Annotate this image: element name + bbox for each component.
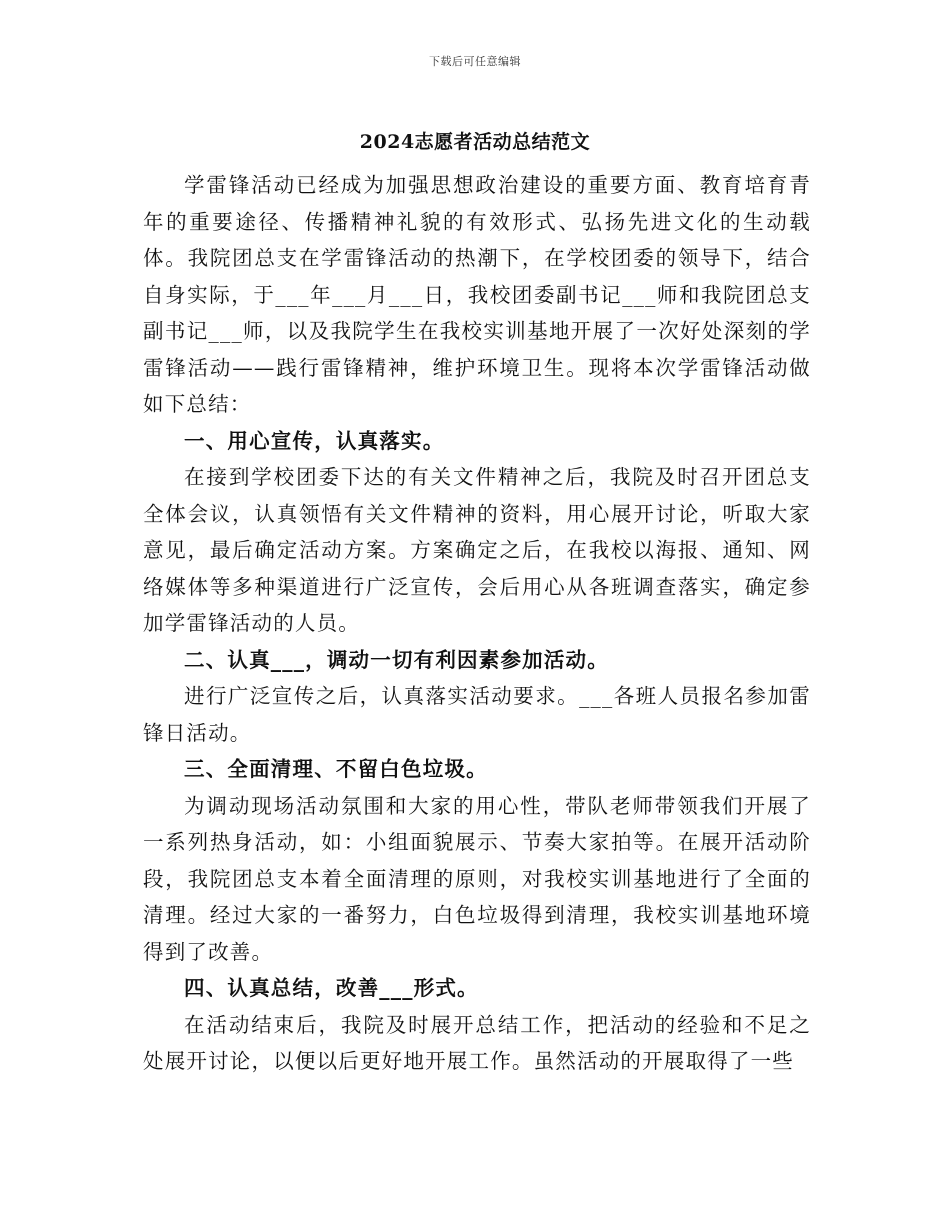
document-body bbox=[143, 167, 811, 1080]
section-heading-1: 一、用心宣传，认真落实。 bbox=[184, 428, 445, 453]
paragraph-section-2: 进行广泛宣传之后，认真落实活动要求。___各班人员报名参加雷锋日活动。 bbox=[143, 684, 811, 745]
paragraph-section-3: 为调动现场活动氛围和大家的用心性，带队老师带领我们开展了一系列热身活动，如：小组面貌展示、节奏大家拍等。在展开活动阶段，我院团总支本着全面清理的原则，对我校实训基地进行了全面的清理。经过大家的一番努力，白色垃圾得到清理，我校实训基地环境得到了改善。 bbox=[143, 793, 811, 964]
document-title: 2024志愿者活动总结范文 bbox=[359, 131, 591, 153]
paragraph-intro: 学雷锋活动已经成为加强思想政治建设的重要方面、教育培育青年的重要途径、传播精神礼貌的有效形式、弘扬先进文化的生动载体。我院团总支在学雷锋活动的热潮下，在学校团委的领导下，结合自身实际，于___年___月___日，我校团委副书记___师和我院团总支副书记___师，以及我院学生在我校实训基地开展了一次好处深刻的学雷锋活动——践行雷锋精神，维护环境卫生。现将本次学雷锋活动做如下总结： bbox=[143, 173, 811, 416]
paragraph-section-4: 在活动结束后，我院及时展开总结工作，把活动的经验和不足之处展开讨论，以便以后更好地开展工作。虽然活动的开展取得了一些 bbox=[143, 1012, 811, 1073]
section-heading-2: 二、认真___，调动一切有利因素参加活动。 bbox=[184, 647, 609, 672]
paragraph-section-1: 在接到学校团委下达的有关文件精神之后，我院及时召开团总支全体会议，认真领悟有关文件精神的资料，用心展开讨论，听取大家意见，最后确定活动方案。方案确定之后，在我校以海报、通知、网络媒体等多种渠道进行广泛宣传，会后用心从各班调查落实，确定参加学雷锋活动的人员。 bbox=[143, 465, 811, 635]
header-note: 下载后可任意编辑 bbox=[429, 55, 521, 68]
section-heading-4: 四、认真总结，改善___形式。 bbox=[184, 976, 479, 1000]
section-heading-3: 三、全面清理、不留白色垃圾。 bbox=[184, 757, 488, 781]
